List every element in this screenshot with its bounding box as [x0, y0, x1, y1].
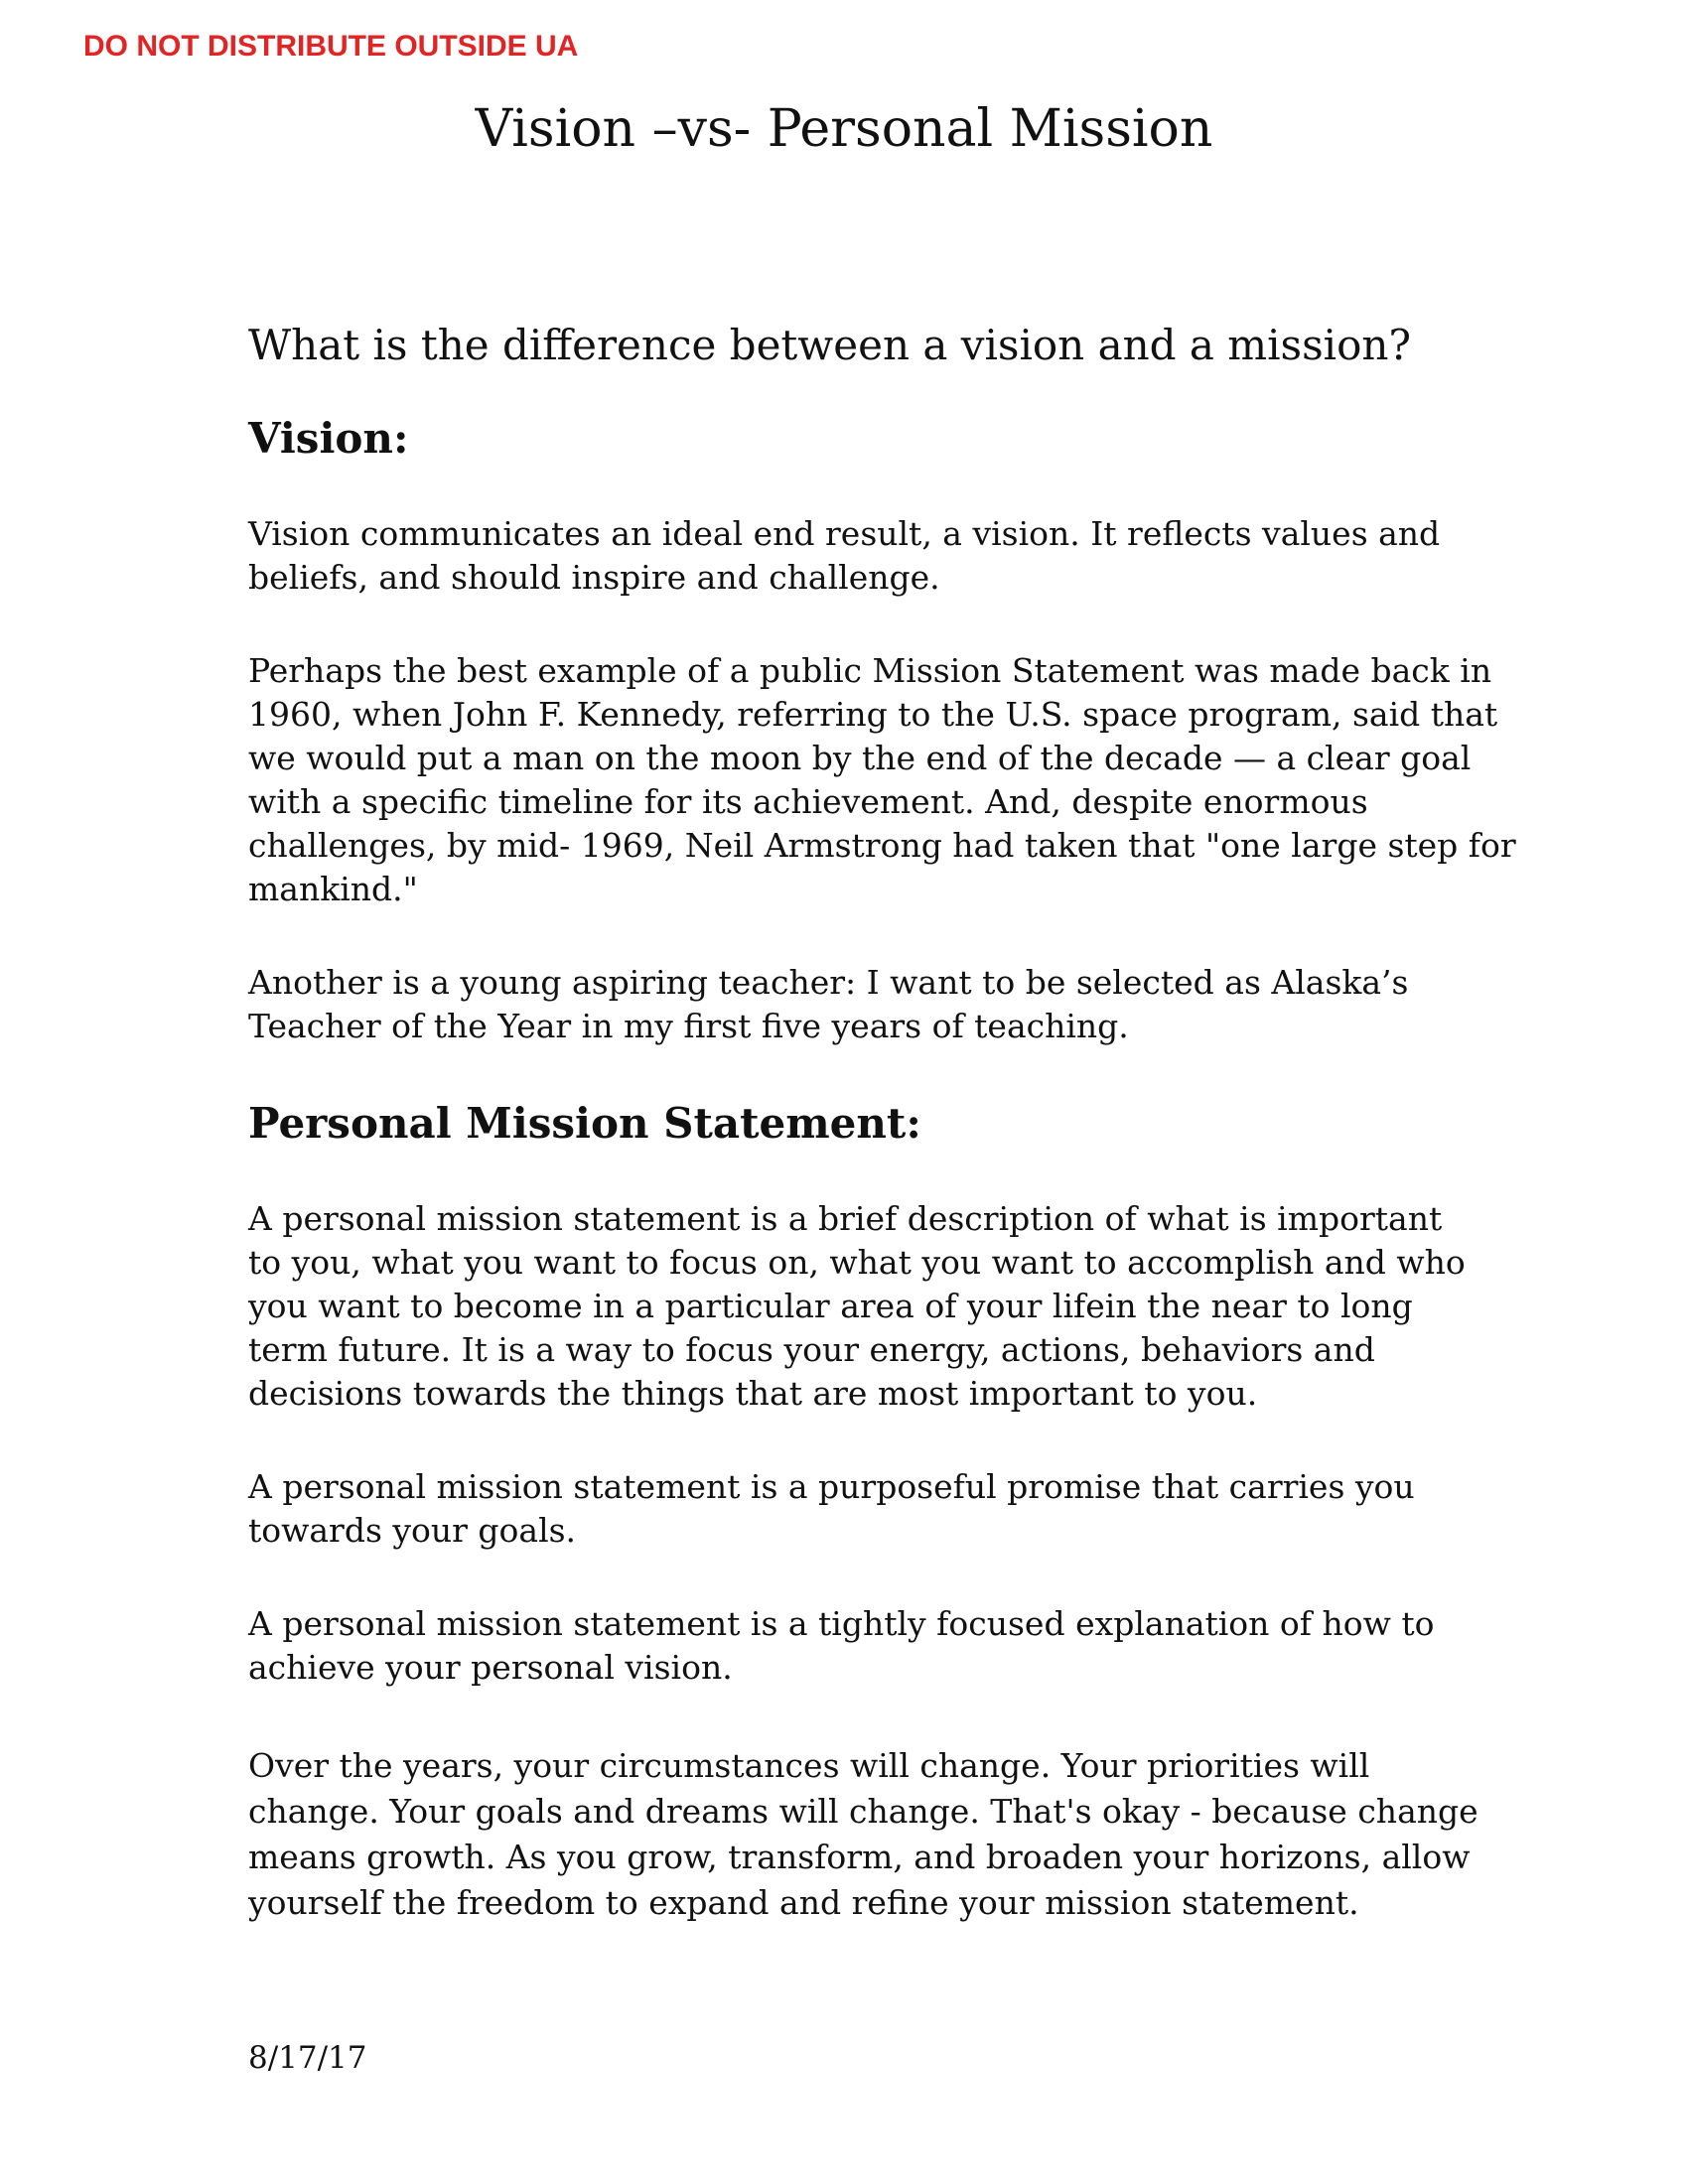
intro-question: What is the difference between a vision and a mission? [248, 321, 1411, 369]
mission-paragraph: A personal mission statement is a purposeful promise that carries you towards your goals. [248, 1467, 1415, 1550]
distribution-warning: DO NOT DISTRIBUTE OUTSIDE UA [83, 30, 579, 63]
footer-date: 8/17/17 [248, 2040, 367, 2076]
vision-paragraph: Perhaps the best example of a public Mission Statement was made back in 1960, when John F. Kennedy, referring to the U.S. space program, said that we would put a man on the moon by the end of the decade — a clear goal with a specific timeline for its achievement. And, despite enormous challenges, by mid- 1969, Neil Armstrong had taken that "one large step for mankind." [248, 651, 1516, 908]
mission-heading: Personal Mission Statement: [248, 1099, 921, 1148]
mission-paragraph: A personal mission statement is a brief description of what is important to you, what you want to focus on, what you want to accomplish and who you want to become in a particular area of your lifein the near to long term future. It is a way to focus your energy, actions, behaviors and decisions towards the things that are most important to you. [248, 1199, 1466, 1413]
page-title: Vision –vs- Personal Mission [475, 99, 1213, 159]
vision-paragraph: Vision communicates an ideal end result, a vision. It reflects values and beliefs, and should inspire and challenge. [248, 514, 1441, 597]
mission-paragraph: A personal mission statement is a tightly focused explanation of how to achieve your personal vision. [248, 1604, 1435, 1687]
vision-paragraph: Another is a young aspiring teacher: I want to be selected as Alaska’s Teacher of the Year in my first five years of teaching. [248, 963, 1409, 1045]
document-body [248, 316, 1529, 1926]
vision-heading: Vision: [248, 414, 409, 463]
mission-paragraph: Over the years, your circumstances will change. Your priorities will change. Your goals and dreams will change. That's okay - because change means growth. As you grow, transform, and broaden your horizons, allow yourself the freedom to expand and refine your mission statement. [248, 1746, 1478, 1922]
